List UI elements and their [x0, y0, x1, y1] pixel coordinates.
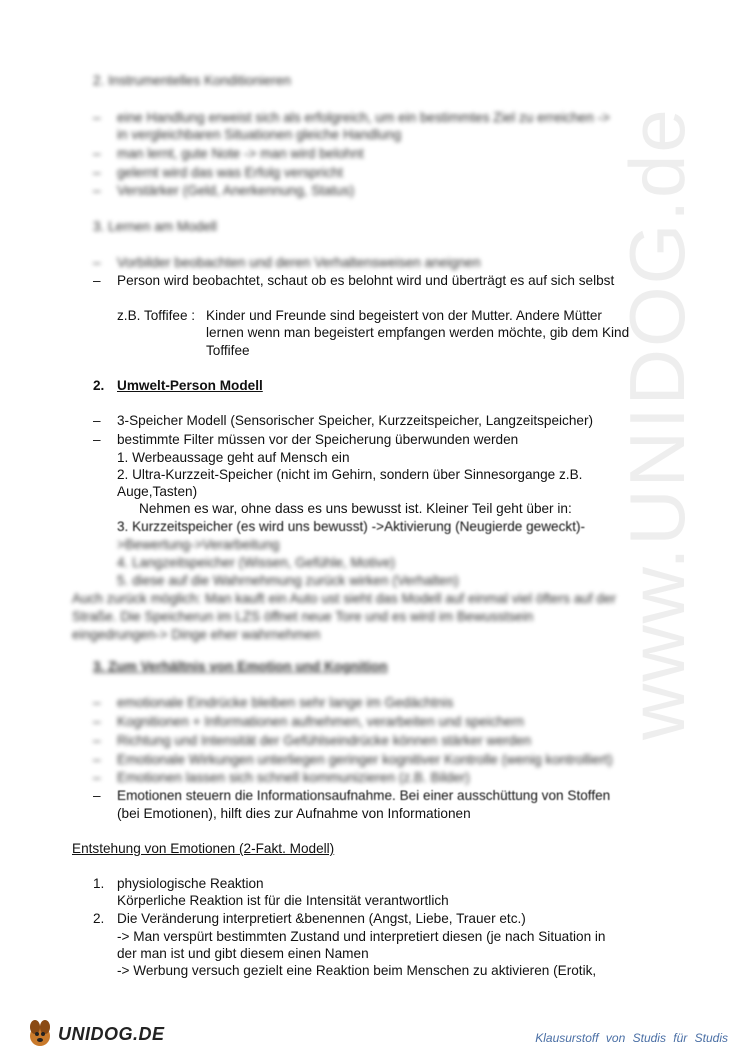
- dog-logo-icon: [26, 1016, 54, 1053]
- blurred-dash: –: [93, 255, 101, 270]
- sub-item: Nehmen es war, ohne dass es uns bewusst ist. Kleiner Teil geht über in:: [139, 501, 572, 516]
- list-item-continuation: (bei Emotionen), hilft dies zur Aufnahme von Informationen: [117, 806, 471, 821]
- list-item-continuation: der man ist und gibt diesem einen Namen: [117, 946, 369, 961]
- sub-item: 3. Kurzzeitspeicher (es wird uns bewusst) ->Aktivierung (Neugierde geweckt)-: [117, 519, 586, 534]
- footer-logo: [26, 1014, 165, 1054]
- example-text: lernen wenn man begeistert empfangen werden möchte, gib dem Kind: [206, 325, 630, 340]
- section-title: Umwelt-Person Modell: [117, 378, 263, 393]
- blurred-sub-item: >Bewertung->Verarbeitung: [117, 537, 280, 552]
- list-dash: –: [93, 273, 101, 288]
- watermark-text: www.UNIDOG.de: [613, 107, 701, 740]
- blurred-sub-item: 5. diese auf die Wahrnehmung zurück wirken (Verhalten): [117, 573, 459, 588]
- list-dash: –: [93, 788, 101, 803]
- list-dash: –: [93, 432, 101, 447]
- blurred-list-item: Emotionen lassen sich schnell kommunizieren (z.B. Bilder): [117, 770, 470, 785]
- blurred-sub-item: 4. Langzeitspeicher (Wissen, Gefühle, Motive): [117, 555, 396, 570]
- blurred-dash: –: [93, 695, 101, 710]
- blurred-list-item: in vergleichbaren Situationen gleiche Handlung: [117, 127, 402, 142]
- list-item: Emotionen steuern die Informationsaufnahme. Bei einer ausschüttung von Stoffen: [117, 788, 611, 803]
- blurred-dash: –: [93, 770, 101, 785]
- blurred-heading: 2. Instrumentelles Konditionieren: [93, 73, 291, 88]
- example-text: Toffifee: [206, 343, 250, 358]
- section-number: 2.: [93, 378, 105, 393]
- sub-item: 1. Werbeaussage geht auf Mensch ein: [117, 450, 350, 465]
- list-item-continuation: Körperliche Reaktion ist für die Intensität verantwortlich: [117, 893, 449, 908]
- blurred-dash: –: [93, 733, 101, 748]
- list-item: bestimmte Filter müssen vor der Speicherung überwunden werden: [117, 432, 519, 447]
- blurred-list-item: Richtung und Intensität der Gefühlseindrücke können stärker werden: [117, 733, 532, 748]
- blurred-dash: –: [93, 183, 101, 198]
- example-text: Kinder und Freunde sind begeistert von der Mutter. Andere Mütter: [206, 308, 602, 323]
- blurred-dash: –: [93, 146, 101, 161]
- blurred-list-item: man lernt, gute Note -> man wird belohnt: [117, 146, 364, 161]
- list-item-continuation: -> Man verspürt bestimmten Zustand und interpretiert diesen (je nach Situation in: [117, 929, 606, 944]
- blurred-list-item: emotionale Eindrücke bleiben sehr lange im Gedächtnis: [117, 695, 454, 710]
- blurred-dash: –: [93, 165, 101, 180]
- logo-text: UNIDOG.DE: [58, 1023, 165, 1044]
- list-item: Person wird beobachtet, schaut ob es belohnt wird und überträgt es auf sich selbst: [117, 273, 615, 288]
- section-title: Entstehung von Emotionen (2-Fakt. Modell): [72, 841, 335, 856]
- blurred-paragraph: Auch zurück möglich: Man kauft ein Auto ust sieht das Modell auf einmal viel öfters auf der: [72, 591, 617, 606]
- example-label: z.B. Toffifee :: [117, 308, 196, 323]
- blurred-list-item: Kognitionen + Informationen aufnehmen, verarbeiten und speichern: [117, 714, 524, 729]
- list-item: physiologische Reaktion: [117, 876, 264, 891]
- blurred-paragraph: eingedrungen-> Dinge eher wahrnehmen: [72, 627, 321, 642]
- blurred-heading: 3. Zum Verhältnis von Emotion und Kognition: [93, 659, 388, 674]
- blurred-heading: 3. Lernen am Modell: [93, 219, 217, 234]
- list-item: 3-Speicher Modell (Sensorischer Speicher, Kurzzeitspeicher, Langzeitspeicher): [117, 413, 594, 428]
- list-number: 2.: [93, 911, 105, 926]
- blurred-list-item: eine Handlung erweist sich als erfolgreich, um ein bestimmtes Ziel zu erreichen ->: [117, 110, 610, 125]
- list-number: 1.: [93, 876, 105, 891]
- blurred-dash: –: [93, 714, 101, 729]
- blurred-list-item: Vorbilder beobachten und deren Verhaltensweisen aneignen: [117, 255, 481, 270]
- list-item-continuation: -> Werbung versuch gezielt eine Reaktion beim Menschen zu aktivieren (Erotik,: [117, 963, 597, 978]
- sub-item: 2. Ultra-Kurzzeit-Speicher (nicht im Gehirn, sondern über Sinnesorgange z.B.: [117, 467, 583, 482]
- list-dash: –: [93, 413, 101, 428]
- blurred-list-item: Emotionale Wirkungen unterliegen geringer kognitiver Kontrolle (wenig kontrolliert): [117, 752, 613, 767]
- blurred-list-item: gelernt wird das was Erfolg verspricht: [117, 165, 343, 180]
- blurred-paragraph: Straße. Die Speicherun im LZS öffnet neue Tore und es wird im Bewusstsein: [72, 609, 534, 624]
- sub-item: Auge,Tasten): [117, 484, 198, 499]
- blurred-list-item: Verstärker (Geld, Anerkennung, Status): [117, 183, 355, 198]
- blurred-dash: –: [93, 752, 101, 767]
- list-item: Die Veränderung interpretiert &benennen (Angst, Liebe, Trauer etc.): [117, 911, 526, 926]
- footer-tagline: Klausurstoff von Studis für Studis: [535, 1031, 728, 1045]
- blurred-dash: –: [93, 110, 101, 125]
